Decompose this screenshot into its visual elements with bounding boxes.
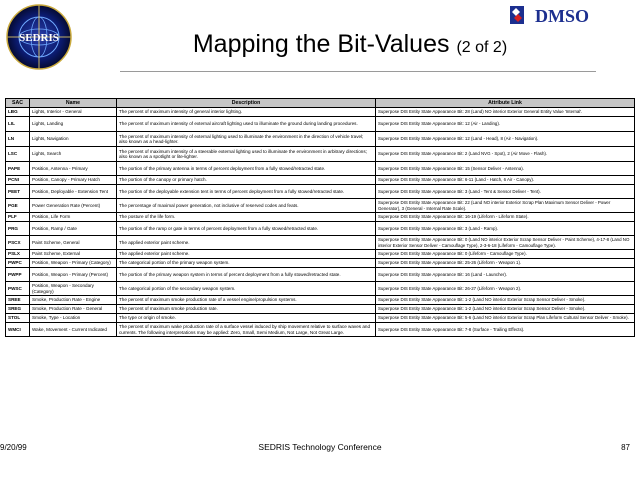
cell-description: The portion of the ramp or gate in terms of percent deployment from a fully stowed/retracted state. [117, 222, 376, 236]
table-row [6, 236, 635, 250]
cell-link: Superpose DIS Entity State Appearance Bit: 0 (Lifeform - Camouflage Type). [376, 250, 635, 259]
cell-name: Paint Scheme, External [30, 250, 117, 259]
cell-description: The portion of the deployable extension tent in terms of percent deployment from a fully stowed/retracted state. [117, 185, 376, 199]
table-row [6, 323, 635, 337]
table-row [6, 117, 635, 132]
cell-link: Superpose DIS Entity State Appearance Bit: 26-27 (Lifeform - Weapon 2). [376, 282, 635, 296]
cell-link: Superpose DIS Entity State Appearance Bit: 16-19 (Lifeform - Lifeform State). [376, 213, 635, 222]
cell-link: Superpose DIS Entity State Appearance Bit: 3 (Land - Ramp). [376, 222, 635, 236]
footer-page-number: 87 [621, 443, 630, 452]
cell-name: Smoke, Production Rate - General [30, 305, 117, 314]
sedris-logo-text: SEDRIS [19, 32, 59, 44]
cell-link: Superpose DIS Entity State Appearance Bit: 28 (Land) NO interior Exterior General Entity Value 'Internal'. [376, 108, 635, 117]
footer-conference: SEDRIS Technology Conference [258, 442, 382, 452]
cell-name: Position, Weapon - Secondary (Category) [30, 282, 117, 296]
table-row [6, 305, 635, 314]
table-body [6, 108, 635, 337]
cell-description: The applied exterior paint scheme. [117, 236, 376, 250]
cell-sac: STOL [6, 314, 30, 323]
cell-name: Smoke, Production Rate - Engine [30, 296, 117, 305]
cell-name: Position, Canopy - Primary Hatch [30, 176, 117, 185]
cell-name: Position, Ramp / Gate [30, 222, 117, 236]
cell-name: Wake, Movement - Current Indicated [30, 323, 117, 337]
table-row [6, 282, 635, 296]
cell-sac: LN [6, 132, 30, 147]
cell-link: Superpose DIS Entity State Appearance Bit: 15 (Sensor Deliver - Antenna). [376, 162, 635, 176]
table-row [6, 250, 635, 259]
cell-description: The applied exterior paint scheme. [117, 250, 376, 259]
table-row [6, 259, 635, 268]
cell-name: Lights, Navigation [30, 132, 117, 147]
cell-sac: LIL [6, 117, 30, 132]
cell-name: Position, Life Form [30, 213, 117, 222]
cell-description: The percent of maximum wake production rate of a surface vessel induced by ship movement relative to surface waves and currents. The following interpretations may be applied: Zero, Small, Semi Medium, Not Large, Not Great Large. [117, 323, 376, 337]
cell-link: Superpose DIS Entity State Appearance Bit: 6-11 (Land - Hatch, 6 Air - Canopy). [376, 176, 635, 185]
cell-name: Position, Weapon - Primary (Percent) [30, 268, 117, 282]
cell-description: The percent of maximum intensity of external lighting used to illuminate the environment in the direction of vehicle travel; also known as a head-lighter. [117, 132, 376, 147]
page-title [80, 30, 620, 59]
cell-description: The type or origin of smoke. [117, 314, 376, 323]
cell-link: Superpose DIS Entity State Appearance Bit: 7-8 (Surface - Trailing Effects). [376, 323, 635, 337]
cell-description: The percent of maximum intensity of a steerable external lighting used to illuminate the environment in arbitrary directions; also known as a spotlight or lite-lighter. [117, 147, 376, 162]
table-row [6, 132, 635, 147]
cell-name: Smoke, Type - Location [30, 314, 117, 323]
footer-date: 9/20/99 [0, 443, 27, 452]
cell-description: The posture of the life form. [117, 213, 376, 222]
column-header-description: Description [117, 99, 376, 108]
cell-name: Lights, Search [30, 147, 117, 162]
cell-sac: SREG [6, 305, 30, 314]
sedris-logo [4, 2, 74, 72]
title-divider [120, 71, 596, 72]
cell-link: Superpose DIS Entity State Appearance Bit: 12 (Air - Landing). [376, 117, 635, 132]
cell-name: Position, Weapon - Primary (Category) [30, 259, 117, 268]
cell-link: Superpose DIS Entity State Appearance Bit: 2 (Land NVG - Spot), 2 (Air Move - Flash). [376, 147, 635, 162]
cell-sac: WMCI [6, 323, 30, 337]
dmso-logo [510, 2, 602, 28]
cell-description: The percent of maximum intensity of external aircraft lighting used to illuminate the ground during landing procedures. [117, 117, 376, 132]
cell-description: The portion of the primary antenna in terms of percent deployment from a fully stowed/retracted state. [117, 162, 376, 176]
table-row [6, 199, 635, 213]
cell-description: The percent of maximum intensity of general interior lighting. [117, 108, 376, 117]
column-header-name: Name [30, 99, 117, 108]
table-row [6, 185, 635, 199]
page-title-main: Mapping the Bit-Values [192, 30, 450, 58]
cell-description: The percentage of maximal power generation, not inclusive of reserved codes and feats. [117, 199, 376, 213]
cell-sac: PSCX [6, 236, 30, 250]
cell-link: Superpose DIS Entity State Appearance Bit: 16 (Land - Launcher). [376, 268, 635, 282]
cell-name: Lights, Interior - General [30, 108, 117, 117]
cell-sac: PWSC [6, 282, 30, 296]
cell-description: The portion of the primary weapon system in terms of percent deployment from a fully stowed/retracted state. [117, 268, 376, 282]
cell-sac: LSC [6, 147, 30, 162]
table-row [6, 162, 635, 176]
cell-name: Lights, Landing [30, 117, 117, 132]
table-row [6, 176, 635, 185]
cell-link: Superpose DIS Entity State Appearance Bit: 12 (Land - Head), 8 (Air - Navigation). [376, 132, 635, 147]
cell-sac: PAPE [6, 162, 30, 176]
cell-name: Position, Antenna - Primary [30, 162, 117, 176]
cell-sac: PGE [6, 199, 30, 213]
mapping-table [5, 98, 635, 337]
cell-name: Position, Deployable - Extension Tent [30, 185, 117, 199]
cell-sac: PLF [6, 213, 30, 222]
table-row [6, 268, 635, 282]
table-row [6, 108, 635, 117]
column-header-sac: SAC [6, 99, 30, 108]
page-title-sub: (2 of 2) [456, 39, 508, 56]
table-row [6, 147, 635, 162]
cell-description: The portion of the canopy or primary hatch. [117, 176, 376, 185]
cell-description: The percent of maximum smoke production rate of a vessel engine/propulsion systems. [117, 296, 376, 305]
cell-link: Superpose DIS Entity State Appearance Bit: 1-2 (Land NO interior Exterior Scrap Sensor Deliver - Smoke). [376, 305, 635, 314]
cell-name: Paint Scheme, General [30, 236, 117, 250]
table-row [6, 314, 635, 323]
cell-sac: LBG [6, 108, 30, 117]
cell-link: Superpose DIS Entity State Appearance Bit: 0 (Land NO interior Exterior Scrap Sensor Deliver - Paint Scheme), 4-17-8 (Land NO interior Exterior Sensor Deliver - Camouflage Type), 2-3-6-18 (Lifeform - Camouflage Type). [376, 236, 635, 250]
table-row [6, 213, 635, 222]
table-row [6, 222, 635, 236]
cell-link: Superpose DIS Entity State Appearance Bit: 1-2 (Land NO interior Exterior Scrap Sensor Deliver - Smoke). [376, 296, 635, 305]
cell-sac: SREE [6, 296, 30, 305]
cell-name: Power Generation Rate (Percent) [30, 199, 117, 213]
table-row [6, 296, 635, 305]
cell-link: Superpose DIS Entity State Appearance Bit: 22 (Land NO interior Exterior Scrap Plan Maximum Sensor Deliver - Power Generator), 3 (General - Internal Rate Scale). [376, 199, 635, 213]
cell-link: Superpose DIS Entity State Appearance Bit: 3 (Land - Tent & Sensor Deliver - Tent). [376, 185, 635, 199]
cell-description: The percent of maximum smoke production rate. [117, 305, 376, 314]
column-header-link: Attribute Link [376, 99, 635, 108]
cell-sac: PWPP [6, 268, 30, 282]
dmso-logo-text: DMSO [535, 6, 589, 26]
cell-sac: PSLX [6, 250, 30, 259]
cell-link: Superpose DIS Entity State Appearance Bit: 25-26 (Lifeform - Weapon 1). [376, 259, 635, 268]
cell-sac: PRG [6, 222, 30, 236]
cell-sac: PEET [6, 185, 30, 199]
cell-description: The categorical portion of the secondary weapon system. [117, 282, 376, 296]
cell-link: Superpose DIS Entity State Appearance Bit: 5-6 (Land NO interior Exterior Scrap Plan Lifeform Cultural Sensor Deliver - Smoke). [376, 314, 635, 323]
table-header-row [6, 99, 635, 108]
cell-sac: PCNI [6, 176, 30, 185]
cell-description: The categorical portion of the primary weapon system. [117, 259, 376, 268]
cell-sac: PWPC [6, 259, 30, 268]
